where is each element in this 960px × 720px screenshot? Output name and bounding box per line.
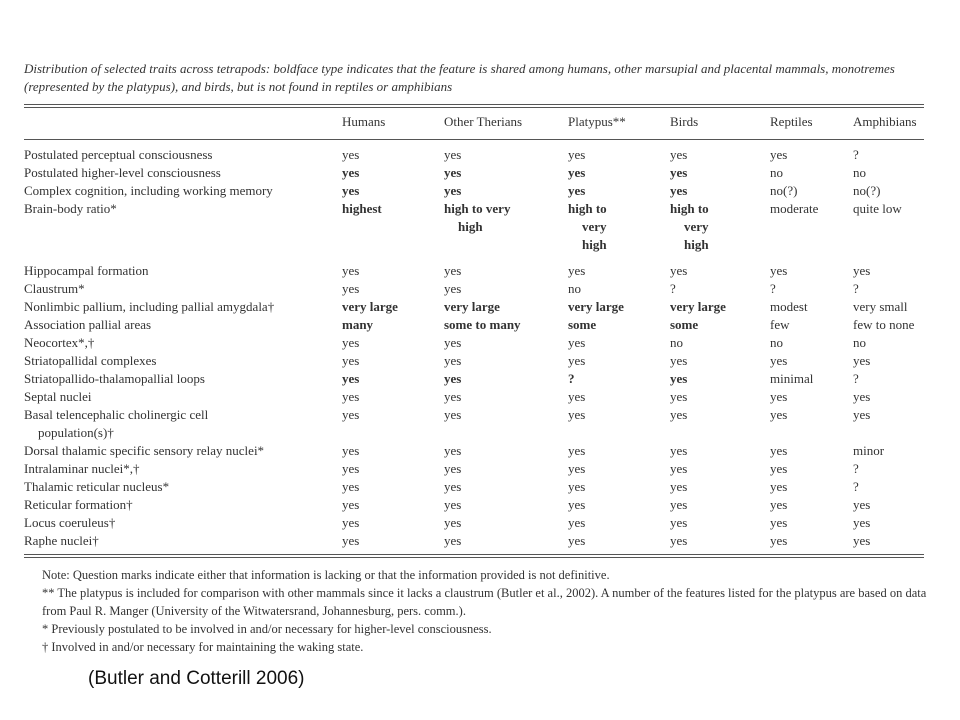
value-cell: yes: [568, 479, 586, 494]
value-cell: yes: [770, 353, 788, 368]
table-row: [24, 280, 924, 298]
table-row: [24, 370, 924, 388]
table-body: [24, 138, 924, 550]
value-cell: yes: [342, 371, 360, 386]
table-row: [24, 200, 924, 218]
table-caption: Distribution of selected traits across tetrapods: boldface type indicates that the feature is shared among humans, other marsupial and placental mammals, monotremes (represented by the platypus), and birds, but is not found in reptiles or amphibians: [24, 61, 895, 94]
value-cell: very: [684, 219, 709, 234]
value-cell: yes: [770, 443, 788, 458]
table-row: [24, 442, 924, 460]
value-cell: yes: [670, 371, 688, 386]
value-cell: yes: [670, 407, 688, 422]
trait-label: Nonlimbic pallium, including pallial amygdala†: [24, 299, 275, 314]
trait-label: Claustrum*: [24, 281, 85, 296]
value-cell: yes: [670, 515, 688, 530]
value-cell: yes: [568, 515, 586, 530]
bottom-rule: [24, 554, 924, 555]
note-asterisk: * Previously postulated to be involved in and/or necessary for higher-level consciousness.: [42, 622, 492, 636]
value-cell: yes: [770, 461, 788, 476]
value-cell: yes: [770, 407, 788, 422]
table-row: [24, 478, 924, 496]
value-cell: high to: [568, 201, 607, 216]
value-cell: yes: [342, 389, 360, 404]
value-cell: high: [684, 237, 709, 252]
value-cell: [342, 236, 444, 254]
value-cell: some: [670, 317, 699, 332]
table-row: [24, 532, 924, 550]
value-cell: some to many: [444, 317, 521, 332]
value-cell: yes: [770, 147, 788, 162]
table-row: [24, 352, 924, 370]
trait-label: Intralaminar nuclei*,†: [24, 461, 140, 476]
value-cell: [853, 236, 924, 254]
value-cell: ?: [853, 147, 859, 162]
value-cell: modest: [770, 299, 808, 314]
value-cell: yes: [670, 183, 688, 198]
trait-label: Basal telencephalic cholinergic cell: [24, 407, 209, 422]
table-row: [24, 334, 924, 352]
value-cell: yes: [568, 263, 586, 278]
value-cell: yes: [670, 533, 688, 548]
trait-cell: [24, 370, 342, 388]
value-cell: [853, 218, 924, 236]
value-cell: high to very: [444, 201, 511, 216]
value-cell: yes: [444, 407, 462, 422]
trait-cell: [24, 424, 342, 442]
value-cell: yes: [670, 479, 688, 494]
value-cell: yes: [670, 497, 688, 512]
header-platypus: Platypus**: [568, 114, 626, 129]
trait-label: Striatopallidal complexes: [24, 353, 157, 368]
value-cell: high to: [670, 201, 709, 216]
value-cell: yes: [568, 443, 586, 458]
value-cell: yes: [853, 533, 871, 548]
value-cell: yes: [444, 479, 462, 494]
header-trait: [24, 114, 342, 138]
value-cell: highest: [342, 201, 382, 216]
table-row: [24, 406, 924, 424]
top-rule: [24, 104, 924, 105]
value-cell: no: [853, 165, 866, 180]
trait-cell: [24, 496, 342, 514]
trait-cell: [24, 200, 342, 218]
trait-label: Septal nuclei: [24, 389, 92, 404]
header-humans: Humans: [342, 114, 386, 129]
value-cell: yes: [770, 479, 788, 494]
table-notes: [42, 566, 932, 656]
value-cell: yes: [670, 263, 688, 278]
value-cell: yes: [770, 497, 788, 512]
value-cell: very large: [568, 299, 624, 314]
value-cell: yes: [670, 147, 688, 162]
trait-cell: [24, 406, 342, 424]
value-cell: [342, 218, 444, 236]
value-cell: no(?): [770, 183, 798, 198]
value-cell: yes: [670, 389, 688, 404]
value-cell: yes: [444, 497, 462, 512]
value-cell: yes: [342, 353, 360, 368]
value-cell: high: [458, 219, 483, 234]
value-cell: yes: [670, 443, 688, 458]
trait-cell: [24, 262, 342, 280]
value-cell: yes: [342, 281, 360, 296]
value-cell: yes: [444, 183, 462, 198]
value-cell: [770, 424, 853, 442]
value-cell: yes: [444, 443, 462, 458]
value-cell: ?: [853, 281, 859, 296]
value-cell: few: [770, 317, 790, 332]
value-cell: [444, 236, 568, 254]
value-cell: very small: [853, 299, 908, 314]
value-cell: no: [568, 281, 581, 296]
header-amphibians: Amphibians: [853, 114, 917, 129]
value-cell: no: [853, 335, 866, 350]
trait-label: Thalamic reticular nucleus*: [24, 479, 170, 494]
trait-cell: [24, 388, 342, 406]
value-cell: yes: [444, 147, 462, 162]
value-cell: yes: [568, 497, 586, 512]
trait-label: Hippocampal formation: [24, 263, 149, 278]
table-row: [24, 316, 924, 334]
trait-label: Locus coeruleus†: [24, 515, 116, 530]
trait-cell: [24, 442, 342, 460]
header-reptiles: Reptiles: [770, 114, 813, 129]
trait-cell: [24, 298, 342, 316]
top-rule-double: [24, 107, 924, 108]
value-cell: yes: [853, 263, 871, 278]
value-cell: yes: [342, 479, 360, 494]
value-cell: quite low: [853, 201, 902, 216]
value-cell: yes: [770, 533, 788, 548]
value-cell: yes: [670, 353, 688, 368]
trait-label: Postulated perceptual consciousness: [24, 147, 213, 162]
trait-cell: [24, 352, 342, 370]
value-cell: yes: [444, 335, 462, 350]
trait-label: Association pallial areas: [24, 317, 152, 332]
table-row: [24, 146, 924, 164]
row-spacer: [24, 138, 924, 146]
value-cell: ?: [853, 461, 859, 476]
value-cell: many: [342, 317, 374, 332]
trait-cell: [24, 478, 342, 496]
value-cell: yes: [568, 389, 586, 404]
value-cell: yes: [342, 497, 360, 512]
value-cell: yes: [853, 389, 871, 404]
value-cell: [568, 424, 670, 442]
value-cell: very large: [444, 299, 500, 314]
value-cell: yes: [342, 263, 360, 278]
value-cell: ?: [770, 281, 776, 296]
value-cell: minimal: [770, 371, 814, 386]
trait-cell: [24, 146, 342, 164]
value-cell: ?: [568, 371, 575, 386]
value-cell: yes: [342, 407, 360, 422]
value-cell: yes: [342, 443, 360, 458]
trait-cell: [24, 218, 342, 236]
value-cell: yes: [853, 515, 871, 530]
value-cell: high: [582, 237, 607, 252]
trait-cell: [24, 164, 342, 182]
trait-label: population(s)†: [38, 425, 114, 440]
value-cell: ?: [853, 371, 859, 386]
trait-cell: [24, 460, 342, 478]
table-row: [24, 262, 924, 280]
value-cell: yes: [342, 335, 360, 350]
source-citation: (Butler and Cotterill 2006): [88, 668, 305, 689]
value-cell: yes: [853, 407, 871, 422]
value-cell: yes: [444, 461, 462, 476]
value-cell: [670, 424, 770, 442]
value-cell: yes: [568, 165, 586, 180]
table-row: [24, 236, 924, 254]
trait-cell: [24, 280, 342, 298]
value-cell: yes: [342, 183, 360, 198]
value-cell: ?: [670, 281, 676, 296]
value-cell: yes: [444, 389, 462, 404]
value-cell: no(?): [853, 183, 881, 198]
trait-cell: [24, 316, 342, 334]
value-cell: [444, 424, 568, 442]
row-spacer: [24, 254, 924, 262]
table-header-row: [24, 114, 924, 138]
trait-label: Complex cognition, including working memory: [24, 183, 273, 198]
value-cell: yes: [444, 515, 462, 530]
table-row: [24, 496, 924, 514]
value-cell: minor: [853, 443, 885, 458]
trait-label: Striatopallido-thalamopallial loops: [24, 371, 205, 386]
value-cell: yes: [770, 515, 788, 530]
value-cell: [770, 218, 853, 236]
table-row: [24, 182, 924, 200]
value-cell: yes: [568, 183, 586, 198]
trait-label: Dorsal thalamic specific sensory relay nuclei*: [24, 443, 265, 458]
trait-cell: [24, 182, 342, 200]
value-cell: yes: [670, 165, 688, 180]
value-cell: yes: [770, 389, 788, 404]
value-cell: some: [568, 317, 597, 332]
value-cell: few to none: [853, 317, 915, 332]
value-cell: yes: [568, 407, 586, 422]
value-cell: yes: [444, 165, 462, 180]
table-row: [24, 424, 924, 442]
trait-cell: [24, 532, 342, 550]
value-cell: yes: [770, 263, 788, 278]
value-cell: yes: [568, 147, 586, 162]
trait-label: Reticular formation†: [24, 497, 133, 512]
value-cell: yes: [342, 461, 360, 476]
value-cell: [853, 424, 924, 442]
value-cell: [770, 236, 853, 254]
note-platypus: ** The platypus is included for comparison with other mammals since it lacks a claustrum (Butler et al., 2002). A number of the features listed for the platypus are based on data from Paul R. Manger (University of the Witwatersrand, Johannesburg, pers. comm.).: [42, 586, 927, 618]
value-cell: yes: [444, 533, 462, 548]
table-row: [24, 164, 924, 182]
value-cell: yes: [568, 533, 586, 548]
value-cell: no: [670, 335, 683, 350]
table-row: [24, 460, 924, 478]
value-cell: moderate: [770, 201, 819, 216]
trait-label: Brain-body ratio*: [24, 201, 117, 216]
table-row: [24, 218, 924, 236]
note-dagger: † Involved in and/or necessary for maintaining the waking state.: [42, 640, 364, 654]
table-row: [24, 298, 924, 316]
value-cell: yes: [568, 461, 586, 476]
value-cell: yes: [342, 147, 360, 162]
trait-cell: [24, 514, 342, 532]
value-cell: yes: [342, 515, 360, 530]
value-cell: very large: [670, 299, 726, 314]
value-cell: no: [770, 335, 783, 350]
trait-label: Postulated higher-level consciousness: [24, 165, 221, 180]
value-cell: yes: [568, 335, 586, 350]
trait-label: Raphe nuclei†: [24, 533, 99, 548]
value-cell: yes: [568, 353, 586, 368]
value-cell: very: [582, 219, 607, 234]
note-question-marks: Note: Question marks indicate either that information is lacking or that the information provided is not definitive.: [42, 568, 610, 582]
value-cell: yes: [670, 461, 688, 476]
trait-label: Neocortex*,†: [24, 335, 95, 350]
trait-cell: [24, 236, 342, 254]
bottom-rule-double: [24, 557, 924, 558]
table-row: [24, 514, 924, 532]
value-cell: yes: [342, 165, 360, 180]
value-cell: yes: [444, 371, 462, 386]
header-other-therians: Other Therians: [444, 114, 523, 129]
value-cell: yes: [444, 281, 462, 296]
value-cell: yes: [342, 533, 360, 548]
traits-table: [24, 114, 924, 550]
value-cell: yes: [444, 353, 462, 368]
table-row: [24, 388, 924, 406]
value-cell: ?: [853, 479, 859, 494]
value-cell: no: [770, 165, 783, 180]
value-cell: very large: [342, 299, 398, 314]
value-cell: yes: [444, 263, 462, 278]
value-cell: [342, 424, 444, 442]
trait-cell: [24, 334, 342, 352]
value-cell: yes: [853, 497, 871, 512]
header-birds: Birds: [670, 114, 699, 129]
value-cell: yes: [853, 353, 871, 368]
